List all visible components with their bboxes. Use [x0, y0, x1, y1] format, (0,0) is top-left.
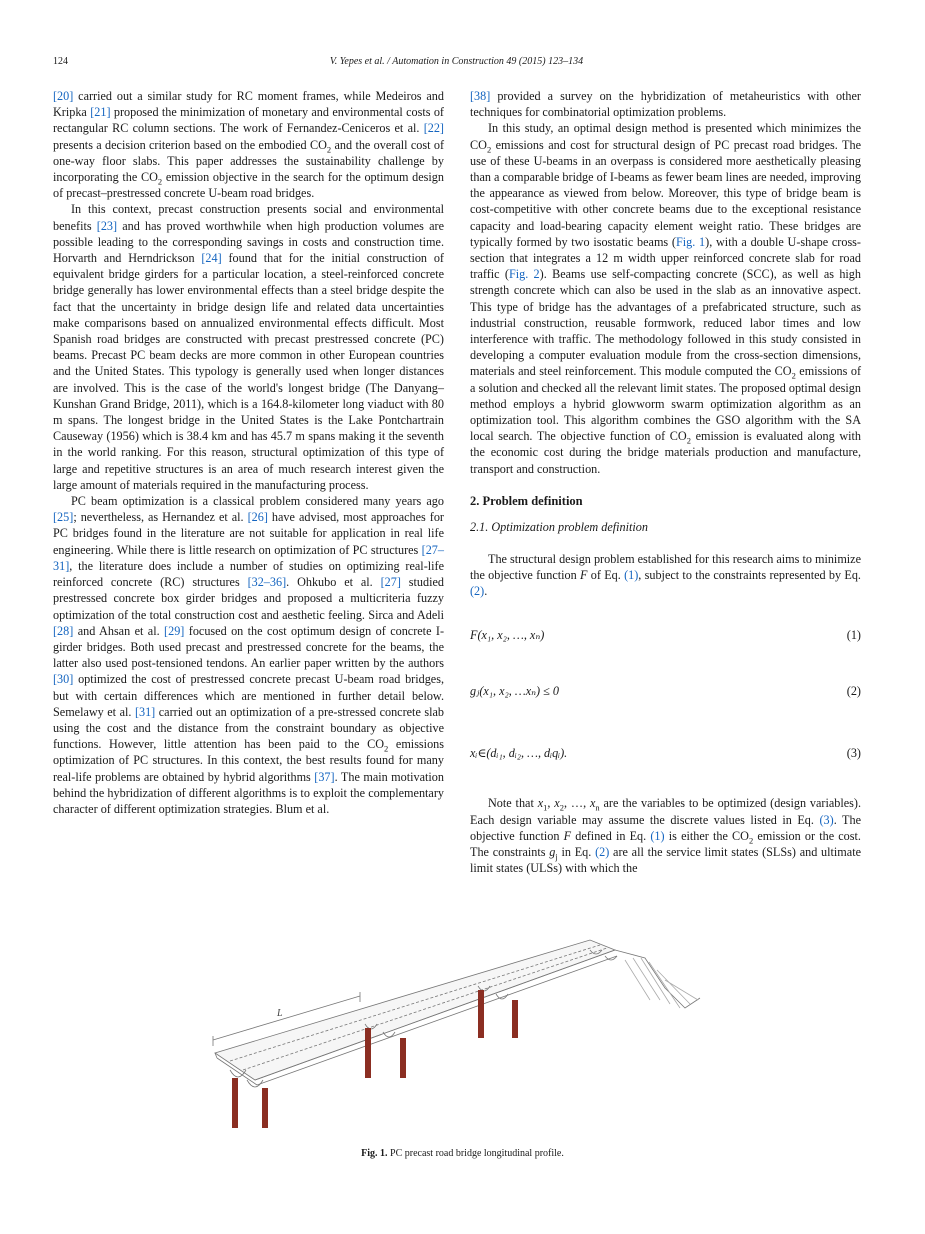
equation-expression: xᵢ∈(dᵢ₁, dᵢ₂, …, dᵢqᵢ). — [470, 746, 568, 761]
citation-link[interactable]: (1) — [624, 568, 639, 583]
citation-link[interactable]: Fig. 2 — [508, 267, 540, 282]
citation-link[interactable]: Fig. 1 — [675, 234, 706, 249]
paragraph: [20] carried out a similar study for RC moment frames, while Medeiros and Kripka [21] proposed the minimization of monetary and environmental costs of rectangular RC column sections. The work of Fernandez-Ceniceros et al. [22] presents a decision criterion based on the embodied $CO_2$ and the overall cost of one-way floor slabs. This paper addresses the sustainability challenge by incorporating the $CO_2$ emission objective in the search for the optimum design of precast–prestressed concrete U-beam road bridges. — [53, 89, 445, 201]
citation-link[interactable]: (2) — [470, 584, 485, 599]
bridge-pier — [400, 1038, 406, 1078]
equation-expression: gⱼ(x₁, x₂, …xₙ) ≤ 0 — [470, 684, 559, 699]
caption-text: PC precast road bridge longitudinal profile. — [387, 1148, 564, 1159]
left-column — [53, 88, 444, 817]
citation-link[interactable]: (3) — [819, 812, 834, 827]
paragraph: Note that $x_1$, $x_2$, …, $x_n$ are the variables to be optimized (design variables). Each design variable may assume the discrete values listed in Eq. (3). The objective function F defined in Eq. (1) is either the $CO_2$ emission or the cost. The constraints $g_j$ in Eq. (2) are all the service limit states (SLSs) and ultimate limit states (ULSs) with which the — [470, 796, 862, 876]
equation-expression: F(x₁, x₂, …, xₙ) — [470, 628, 545, 643]
citation-link[interactable]: [27–31] — [53, 542, 444, 573]
citation-link[interactable]: (1) — [650, 828, 665, 843]
citation-link[interactable]: [38] — [470, 89, 491, 103]
citation-link[interactable]: [26] — [247, 510, 268, 525]
paragraph: In this context, precast construction presents social and environmental benefits [23] and has proved worthwhile when high production volumes are possible leading to the corresponding savings in costs and construction time. Horvarth and Herndrickson [24] found that for the initial construction of equivalent bridge girders for a particular location, a steel-reinforced concrete bridge generally has lower environmental effects than a steel bridge despite the fact that the uncertainty in bridge design life and related data uncertainties make comparisons based on annualized environmental effects difficult. Most Spanish road bridges are constructed with precast prestressed concrete (PC) beams. Precast PC beam decks are more common in other European countries and the United States. This typology is generally used when longer distances are involved. This is the case of the world's longest bridge (The Danyang–Kunshan Grand Bridge, 2011), which is a 164.8-kilometer long viaduct with 80 m spans. The longest bridge in the United States is the Lake Pontchartrain Causeway (1956) which is 38.4 km and has 45.7 m spans making it the seventh in the world ranking. For this reason, structural optimization of this type of large and repetitive structures is an area of much research interest given the large amount of materials required in the manufacturing process. — [53, 202, 444, 492]
equation-number: (1) — [846, 628, 861, 643]
citation-link[interactable]: [23] — [96, 218, 118, 233]
equation-number: (3) — [846, 746, 861, 761]
citation-link[interactable]: [37] — [314, 769, 335, 784]
citation-link[interactable]: [20] — [53, 89, 74, 103]
right-column — [470, 88, 861, 877]
citation-link[interactable]: (2) — [595, 845, 610, 860]
citation-link[interactable]: [27] — [380, 575, 401, 590]
citation-link[interactable]: [22] — [423, 121, 444, 136]
citation-link[interactable]: [21] — [90, 105, 111, 120]
subsection-heading: 2.1. Optimization problem definition — [470, 519, 648, 534]
caption-label: Fig. 1. — [361, 1148, 388, 1159]
citation-link[interactable]: [24] — [201, 251, 222, 266]
citation-link[interactable]: [31] — [134, 704, 156, 719]
citation-link[interactable]: [28] — [53, 623, 74, 638]
span-label: L — [277, 1008, 283, 1019]
paragraph: In this study, an optimal design method is presented which minimizes the $CO_2$ emissions and cost for structural design of PC precast road bridges. The use of these U-beams in an overpass is considered more aesthetically pleasing than a comparable bridge of I-beams as fewer beam lines are needed, improving the appearance as viewed from below. Moreover, this type of bridge beam is cost-competitive with other concrete beams due to the exceptional resistance capacity and load-bearing capacity element weight ratio. These bridges are typically formed by two isostatic beams (Fig. 1), with a double U-shape cross-section that integrates a 12 m width upper reinforced concrete slab for road traffic (Fig. 2). Beams use self-compacting concrete (SCC), as well as high strength concrete which can also be used in the slab as an innovative aspect. This type of bridge has the advantages of a prefabricated structure, such as industrial construction, reusable formwork, reduced labor times and low interference with traffic. The methodology followed in this study consisted in developing a computer evaluation module from the cross-section dimensions, materials and steel reinforcement. This module computed the $CO_2$ emissions of a solution and checked all the relevant limit states. The proposed optimal design method employs a hybrid glowworm swarm optimization algorithm as an optimization tool. This algorithm combines the GSO algorithm with the SA local search. The objective function of $CO_2$ emission is evaluated along with the economic cost during the bridge materials production and manufacture, transport and construction. — [470, 121, 862, 476]
bridge-pier — [512, 1000, 518, 1038]
bridge-pier — [232, 1078, 238, 1128]
equation-3 — [470, 745, 861, 761]
section-heading: 2. Problem definition — [470, 493, 583, 508]
equation-number: (2) — [846, 684, 861, 699]
citation-link[interactable]: [32–36] — [247, 575, 287, 590]
paragraph: PC beam optimization is a classical problem considered many years ago [25]; nevertheless, as Hernandez et al. [26] have advised, most approaches for PC bridges found in the literature are not suitable for application in real life engineering. While there is little research on optimization of PC structures [27–31], the literature does include a number of studies on optimizing real-life reinforced concrete (RC) structures [32–36]. Ohkubo et al. [27] studied prestressed concrete box girder bridges and proposed a multicriteria fuzzy optimization of the total construction cost and aesthetic feeling. Sirca and Adeli [28] and Ahsan et al. [29] focused on the cost optimum design of concrete I-girder bridges. Both used precast and prestressed concrete for the beams, the latter also used post-tensioned tendons. An earlier paper written by the authors [30] optimized the cost of prestressed concrete precast U-beam road bridges, but with certain differences which are mentioned in further detail below. Semelawy et al. [31] carried out an optimization of a pre-stressed concrete slab using the cost and the distance from the constraint boundary as objective functions. However, little attention has been paid to the $CO_2$ emissions optimization of PC structures. In this context, the best results found for many real-life problems are obtained by hybrid algorithms [37]. The main motivation behind the hybridization of different algorithms is to exploit the complementary character of different optimization strategies. Blum et al. — [53, 494, 444, 816]
bridge-figure — [195, 928, 705, 1133]
journal-citation: V. Yepes et al. / Automation in Construction 49 (2015) 123–134 — [329, 56, 584, 67]
equation-1 — [470, 627, 861, 643]
equation-2 — [470, 683, 861, 699]
citation-link[interactable]: [29] — [164, 623, 185, 638]
paragraph: The structural design problem established for this research aims to minimize the objective function F of Eq. (1), subject to the constraints represented by Eq. (2). — [470, 551, 861, 599]
page-number: 124 — [53, 56, 68, 67]
paragraph: [38] provided a survey on the hybridization of metaheuristics with other techniques for combinatorial optimization problems. — [470, 89, 861, 120]
citation-link[interactable]: [25] — [53, 510, 74, 525]
bridge-pier — [478, 990, 484, 1038]
bridge-pier — [262, 1088, 268, 1128]
bridge-pier — [365, 1028, 371, 1078]
figure-caption — [0, 1148, 925, 1159]
citation-link[interactable]: [30] — [53, 672, 74, 687]
